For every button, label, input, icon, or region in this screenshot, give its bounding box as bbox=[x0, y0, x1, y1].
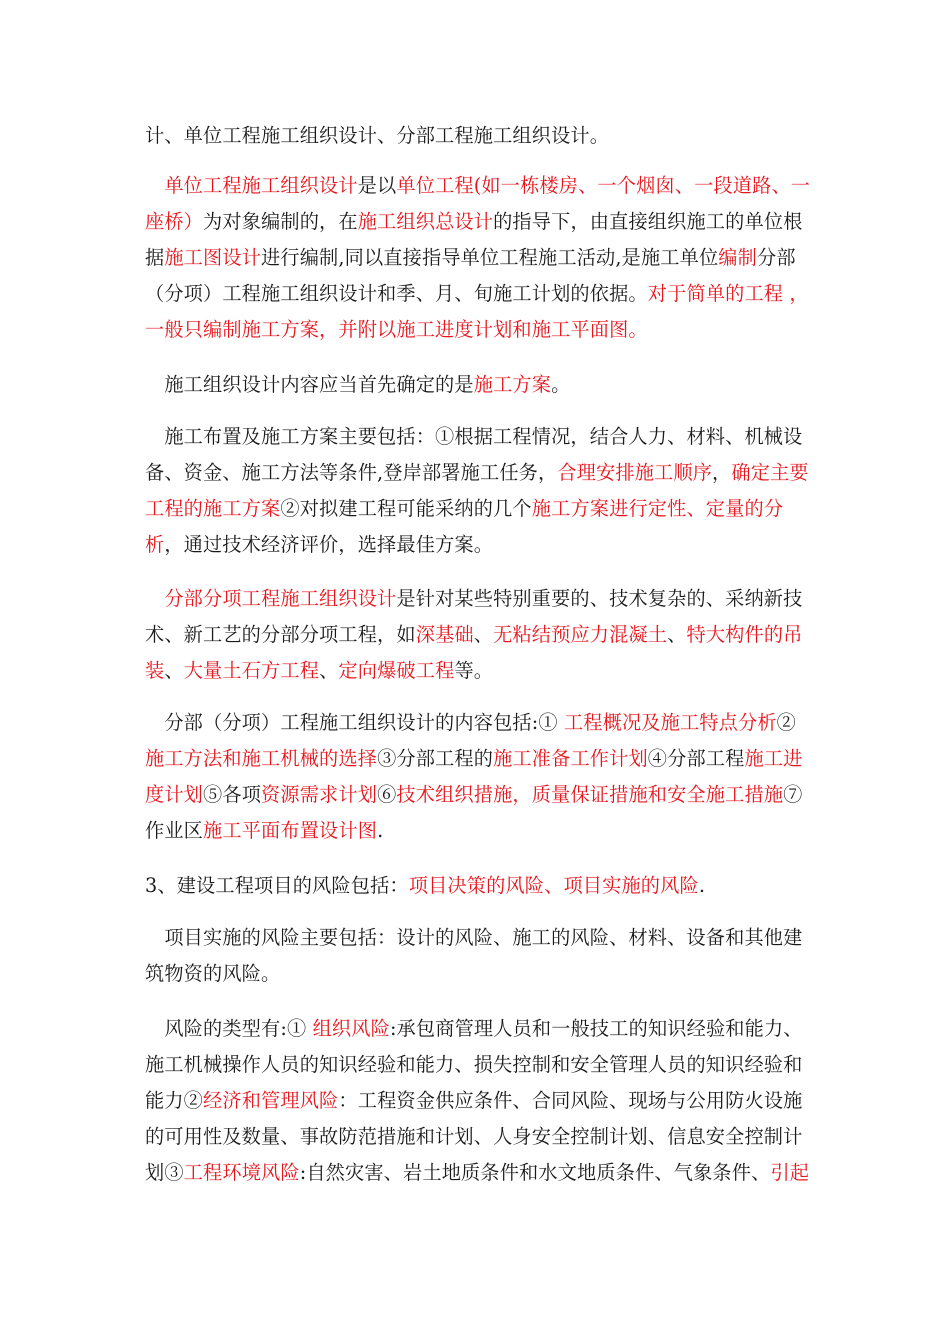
paragraph-construction-plan-first bbox=[145, 367, 815, 403]
body-text: 、 bbox=[667, 623, 687, 646]
paragraph-layout-and-plan bbox=[145, 419, 815, 563]
highlighted-text: 深基础 bbox=[415, 623, 474, 646]
highlighted-text: 合理安排施工顺序 bbox=[557, 461, 713, 484]
highlighted-text: 分部分项工程施工组织设计 bbox=[145, 587, 397, 610]
highlighted-text: 单位工程施工组织设计 bbox=[145, 174, 358, 197]
paragraph-subdivision-design bbox=[145, 581, 815, 689]
body-text: ⑦作业区 bbox=[145, 783, 803, 842]
body-text: 。 bbox=[551, 373, 571, 396]
body-text: 为对象编制的，在 bbox=[203, 210, 358, 233]
body-text: ：工程资金供应条件、合同风险、现场与公用防火设施的可用性及数量、事故防范措施和计划、人身安全控制计划、信息安全控制计划③ bbox=[145, 1089, 803, 1184]
highlighted-text: 施工方案进行定性、定量的分析 bbox=[145, 497, 784, 556]
body-text: ③分部工程的 bbox=[377, 747, 494, 770]
body-text: 进行编制,同以直接指导单位工程施工活动,是施工单位 bbox=[261, 246, 719, 269]
highlighted-text: 施工方法和施工机械的选择 bbox=[145, 747, 378, 770]
body-text: 计、单位工程施工组织设计、分部工程施工组织设计。 bbox=[145, 124, 610, 147]
body-text: ， bbox=[712, 461, 732, 484]
highlighted-text: 单位工程(如一栋楼房、一个烟囱、一段道路、一座桥） bbox=[145, 174, 811, 233]
body-text: 、 bbox=[473, 623, 494, 646]
highlighted-text: 组织风险 bbox=[312, 1017, 390, 1040]
highlighted-text: 施工平面布置设计图 bbox=[203, 819, 378, 842]
body-text: 是以 bbox=[357, 174, 397, 197]
body-text: ⑤各项 bbox=[203, 783, 262, 806]
body-text: 分部（分项）工程施工组织设计和季、月、旬施工计划的依据。 bbox=[145, 246, 796, 305]
body-text: :承包商管理人员和一般技工的知识经验和能力、施工机械操作人员的知识经验和能力、损失控制和安全管理人员的知识经验和能力② bbox=[145, 1017, 803, 1112]
paragraph-subdivision-contents bbox=[145, 705, 815, 849]
body-text: . bbox=[377, 819, 384, 842]
highlighted-text: 施工准备工作计划 bbox=[493, 747, 648, 770]
body-text: 等。 bbox=[454, 659, 494, 682]
highlighted-text: 资源需求计划 bbox=[261, 783, 378, 806]
body-text: 3、建设工程项目的风险包括： bbox=[145, 874, 409, 897]
highlighted-text: 技术组织措施，质量保证措施和安全施工措施 bbox=[396, 783, 784, 806]
paragraph-project-risks bbox=[145, 868, 815, 904]
highlighted-text: 工程概况及施工特点分析 bbox=[563, 711, 777, 734]
body-text: 、 bbox=[164, 659, 184, 682]
highlighted-text: 对于简单的工程 ，一般只编制施工方案，并附以施工进度计划和施工平面图。 bbox=[145, 282, 809, 341]
highlighted-text: 特大构件的吊装 bbox=[145, 623, 803, 682]
paragraph-unit-project-design bbox=[145, 168, 815, 348]
highlighted-text: 引起 bbox=[770, 1161, 810, 1184]
body-text: 是针对某些特别重要的、技术复杂的、采纳新技术、新工艺的分部分项工程，如 bbox=[145, 587, 803, 646]
body-text: 分部（分项）工程施工组织设计的内容包括:① bbox=[145, 711, 564, 734]
highlighted-text: 定向爆破工程 bbox=[338, 659, 455, 682]
highlighted-text: 施工组织总设计 bbox=[357, 210, 494, 233]
highlighted-text: 编制 bbox=[718, 246, 757, 269]
highlighted-text: 大量土石方工程 bbox=[183, 659, 320, 682]
highlighted-text: 施工方案 bbox=[473, 373, 552, 396]
body-text: 风险的类型有:① bbox=[145, 1017, 313, 1040]
highlighted-text: 无粘结预应力混凝土 bbox=[493, 623, 668, 646]
paragraph-continuation bbox=[145, 118, 815, 154]
highlighted-text: 施工图设计 bbox=[164, 246, 262, 269]
body-text: . bbox=[698, 874, 706, 897]
body-text: ⑥ bbox=[377, 783, 397, 806]
body-text: 施工组织设计内容应当首先确定的是 bbox=[145, 373, 474, 396]
paragraph-implementation-risks bbox=[145, 920, 815, 992]
highlighted-text: 施工进度计划 bbox=[145, 747, 803, 806]
body-text: ②对拟建工程可能采纳的几个 bbox=[280, 497, 532, 520]
body-text: 的指导下，由直接组织施工的单位根据 bbox=[145, 210, 803, 269]
highlighted-text: 项目决策的风险、项目实施的风险 bbox=[408, 874, 699, 897]
body-text: ② bbox=[776, 711, 797, 734]
body-text: 项目实施的风险主要包括：设计的风险、施工的风险、材料、设备和其他建筑物资的风险。 bbox=[145, 926, 803, 985]
body-text: :自然灾害、岩土地质条件和水文地质条件、气象条件、 bbox=[299, 1161, 771, 1184]
body-text: 、 bbox=[319, 659, 339, 682]
body-text: ，通过技术经济评价，选择最佳方案。 bbox=[164, 533, 494, 556]
body-text: ④分部工程 bbox=[647, 747, 745, 770]
highlighted-text: 确定主要工程的施工方案 bbox=[145, 461, 809, 520]
paragraph-risk-types bbox=[145, 1011, 815, 1191]
highlighted-text: 经济和管理风险 bbox=[203, 1089, 339, 1112]
highlighted-text: 工程环境风险 bbox=[183, 1161, 300, 1184]
body-text: 施工布置及施工方案主要包括：①根据工程情况，结合人力、材料、机械设备、资金、施工方法等条件,登岸部署施工任务， bbox=[145, 425, 803, 484]
